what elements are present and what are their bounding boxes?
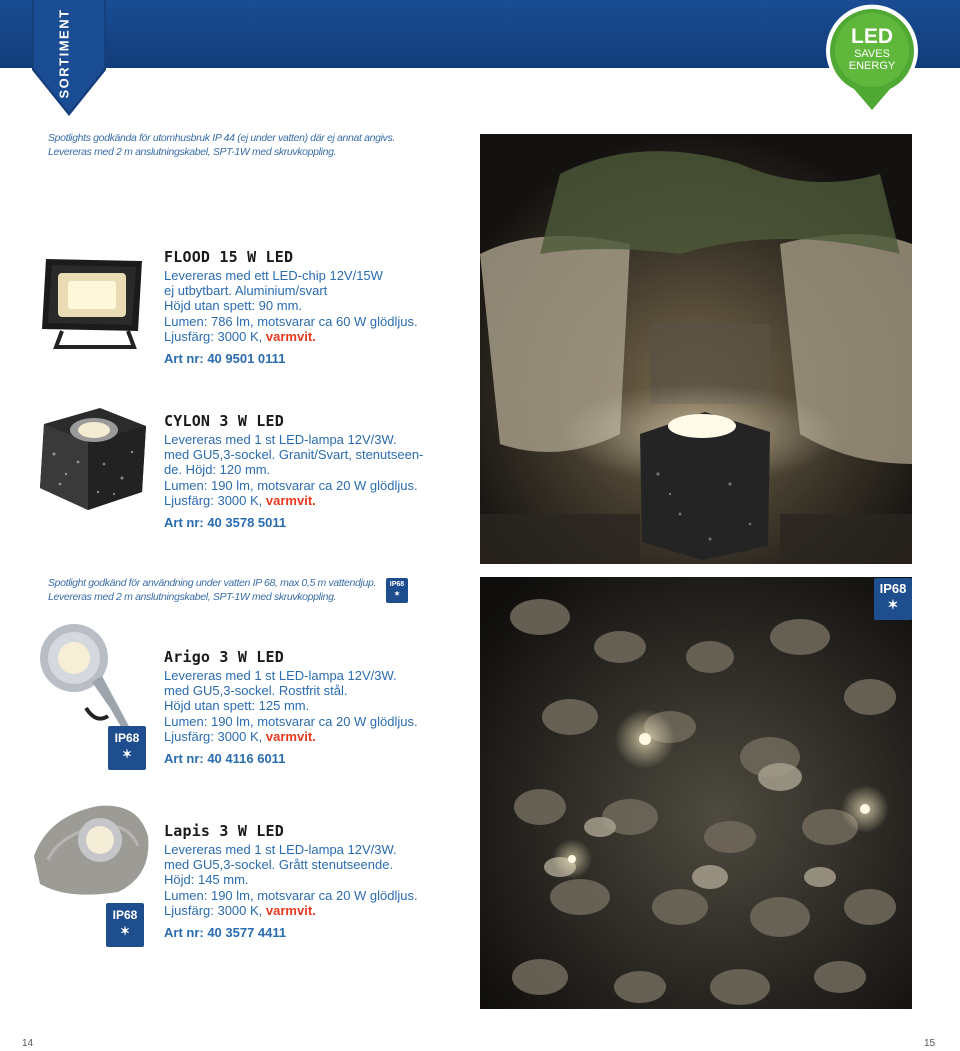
header-bar (0, 0, 960, 68)
cylon-stone-light-image (34, 404, 150, 517)
badge-line1: SAVES (854, 48, 890, 60)
page-number-right: 15 (924, 1038, 936, 1049)
product-lapis: Lapis 3 W LED Levereras med 1 st LED-lampa 12V/3W. med GU5,3-sockel. Grått stenutseende. Höjd: 145 mm. Lumen: 190 lm, motsvarar ca 20 W glödljus. Ljusfärg: 3000 K, varmvit. Art nr: 40 3577 4411 (164, 823, 464, 940)
product-title: Lapis 3 W LED (164, 822, 284, 840)
product-arigo: Arigo 3 W LED Levereras med 1 st LED-lampa 12V/3W. med GU5,3-sockel. Rostfrit stål. Höjd utan spett: 125 mm. Lumen: 190 lm, motsvarar ca 20 W glödljus. Ljusfärg: 3000 K, varmvit. Art nr: 40 4116 6011 (164, 649, 464, 766)
section2-intro: Spotlight godkänd för användning under vatten IP 68, max 0,5 m vattendjup. Levereras med 2 m anslutningskabel, SPT-1W med skruvkoppling. (48, 577, 377, 603)
fish-icon: ✶ (119, 924, 131, 938)
ip68-badge-arigo: IP68 ✶ (108, 726, 146, 770)
article-number: Art nr: 40 4116 6011 (164, 751, 286, 767)
flood-light-image (38, 255, 150, 356)
product-title: FLOOD 15 W LED (164, 248, 294, 266)
ip68-badge-photo: IP68 ✶ (874, 578, 912, 620)
article-number: Art nr: 40 3578 5011 (164, 515, 287, 531)
pond-stones-photo (480, 577, 912, 1009)
fish-icon: ✶ (394, 591, 400, 598)
product-flood: FLOOD 15 W LED Levereras med ett LED-chip 12V/15W ej utbytbart. Aluminium/svart Höjd utan spett: 90 mm. Lumen: 786 lm, motsvarar ca 60 W glödljus. Ljusfärg: 3000 K, varmvit. Art nr: 40 9501 0111 (164, 249, 464, 366)
led-saves-energy-badge (822, 0, 922, 118)
product-title: Arigo 3 W LED (164, 648, 284, 666)
product-cylon: CYLON 3 W LED Levereras med 1 st LED-lampa 12V/3W. med GU5,3-sockel. Granit/Svart, stenutseen- de. Höjd: 120 mm. Lumen: 190 lm, motsvarar ca 20 W glödljus. Ljusfärg: 3000 K, varmvit. Art nr: 40 3578 5011 (164, 413, 464, 530)
garden-urn-photo (480, 134, 912, 564)
lapis-stone-spotlight-image (28, 796, 152, 905)
ip68-badge-lapis: IP68 ✶ (106, 903, 144, 947)
badge-line2: ENERGY (848, 60, 896, 72)
product-title: CYLON 3 W LED (164, 412, 284, 430)
article-number: Art nr: 40 3577 4411 (164, 925, 287, 941)
badge-title: LED (851, 25, 893, 48)
page-number-left: 14 (22, 1038, 34, 1049)
ip68-badge-small: IP68 ✶ (386, 578, 408, 603)
fish-icon: ✶ (887, 597, 899, 612)
section1-intro: Spotlights godkända för utomhusbruk IP 44 (ej under vatten) där ej annat angivs. Levereras med 2 m anslutningskabel, SPT-1W med skruvkoppling. (48, 132, 395, 158)
sortiment-label: SORTIMENT (56, 7, 72, 99)
arigo-spotlight-image (36, 612, 148, 737)
fish-icon: ✶ (121, 747, 133, 761)
article-number: Art nr: 40 9501 0111 (164, 351, 286, 367)
